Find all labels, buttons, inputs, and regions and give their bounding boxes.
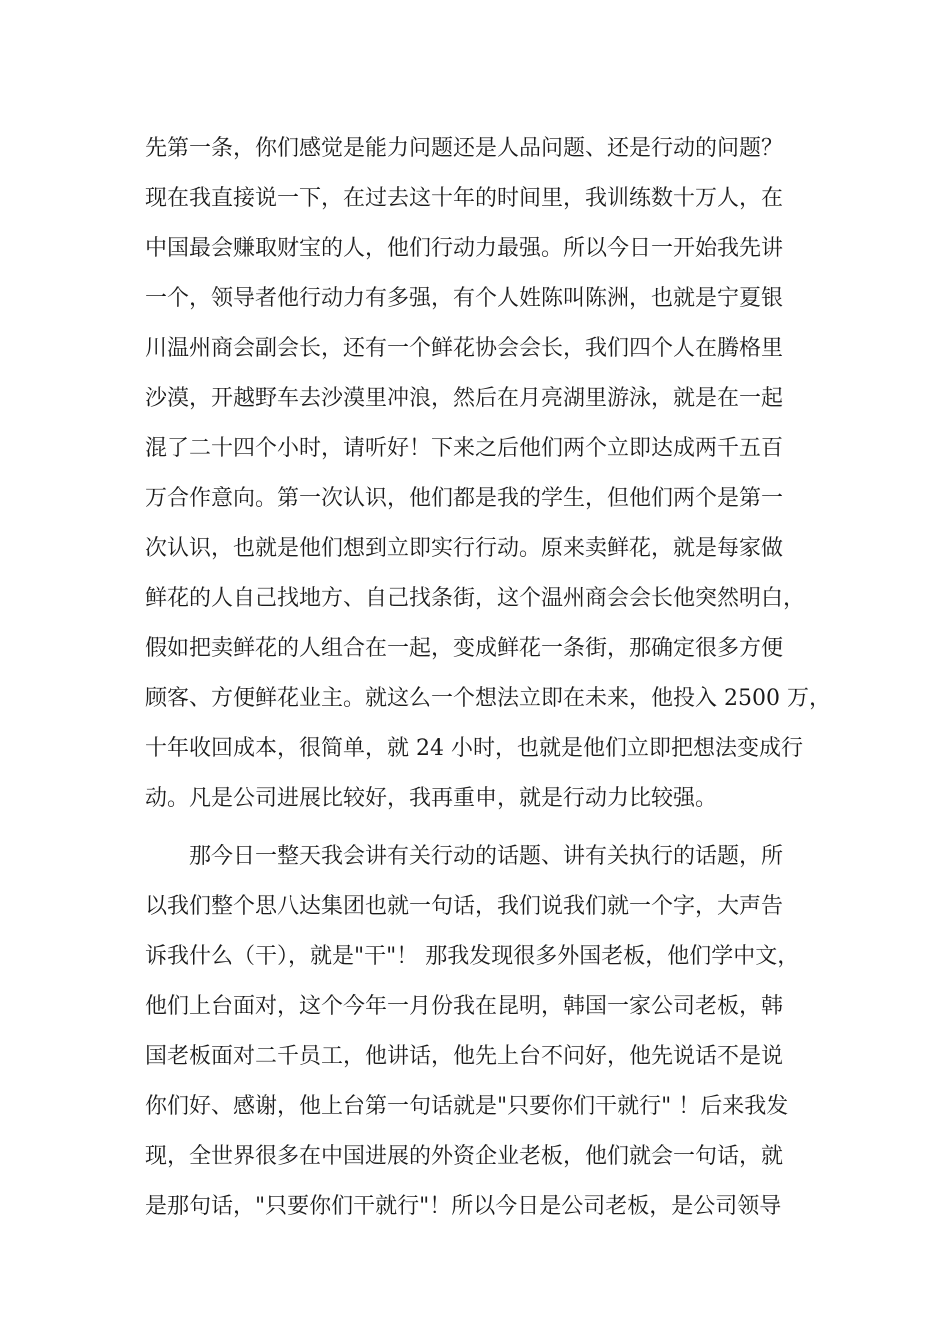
text-line: 以我们整个思八达集团也就一句话，我们说我们就一个字，大声告 — [145, 894, 784, 919]
text-line: 你们好、感谢，他上台第一句话就是"只要你们干就行" ！后来我发 — [145, 1094, 789, 1119]
text-line: 混了二十四个小时，请听好！下来之后他们两个立即达成两千五百 — [145, 436, 784, 461]
paragraph-2 — [145, 832, 825, 1232]
text-line: 现，全世界很多在中国进展的外资企业老板，他们就会一句话，就 — [145, 1144, 784, 1169]
text-line: 十年收回成本，很简单，就 24 小时，也就是他们立即把想法变成行 — [145, 736, 803, 761]
text-line: 现在我直接说一下，在过去这十年的时间里，我训练数十万人，在 — [145, 186, 784, 211]
text-line: 诉我什么（干），就是"干"！ 那我发现很多外国老板，他们学中文， — [145, 944, 800, 969]
text-line: 先第一条，你们感觉是能力问题还是人品问题、还是行动的问题？ — [145, 136, 784, 161]
text-line: 川温州商会副会长，还有一个鲜花协会会长，我们四个人在腾格里 — [145, 336, 784, 361]
text-line: 一个，领导者他行动力有多强，有个人姓陈叫陈洲，也就是宁夏银 — [145, 286, 784, 311]
text-line: 是那句话，"只要你们干就行"！所以今日是公司老板，是公司领导 — [145, 1194, 782, 1219]
text-line: 鲜花的人自己找地方、自己找条街，这个温州商会会长他突然明白， — [145, 586, 806, 611]
text-line: 万合作意向。第一次认识，他们都是我的学生，但他们两个是第一 — [145, 486, 784, 511]
text-line: 顾客、方便鲜花业主。就这么一个想法立即在未来，他投入 2500 万， — [145, 686, 831, 711]
text-line: 中国最会赚取财宝的人，他们行动力最强。所以今日一开始我先讲 — [145, 236, 784, 261]
text-line: 他们上台面对，这个今年一月份我在昆明，韩国一家公司老板，韩 — [145, 994, 784, 1019]
text-line: 次认识，也就是他们想到立即实行行动。原来卖鲜花，就是每家做 — [145, 536, 784, 561]
text-line: 国老板面对二千员工，他讲话，他先上台不问好，他先说话不是说 — [145, 1044, 784, 1069]
document-page — [145, 124, 831, 1232]
paragraph-1 — [145, 124, 831, 824]
text-line: 动。凡是公司进展比较好，我再重申，就是行动力比较强。 — [145, 786, 718, 811]
text-line: 沙漠，开越野车去沙漠里冲浪，然后在月亮湖里游泳，就是在一起 — [145, 386, 784, 411]
text-line-indented: 那今日一整天我会讲有关行动的话题、讲有关执行的话题，所 — [189, 844, 784, 869]
text-line: 假如把卖鲜花的人组合在一起，变成鲜花一条街，那确定很多方便 — [145, 636, 784, 661]
